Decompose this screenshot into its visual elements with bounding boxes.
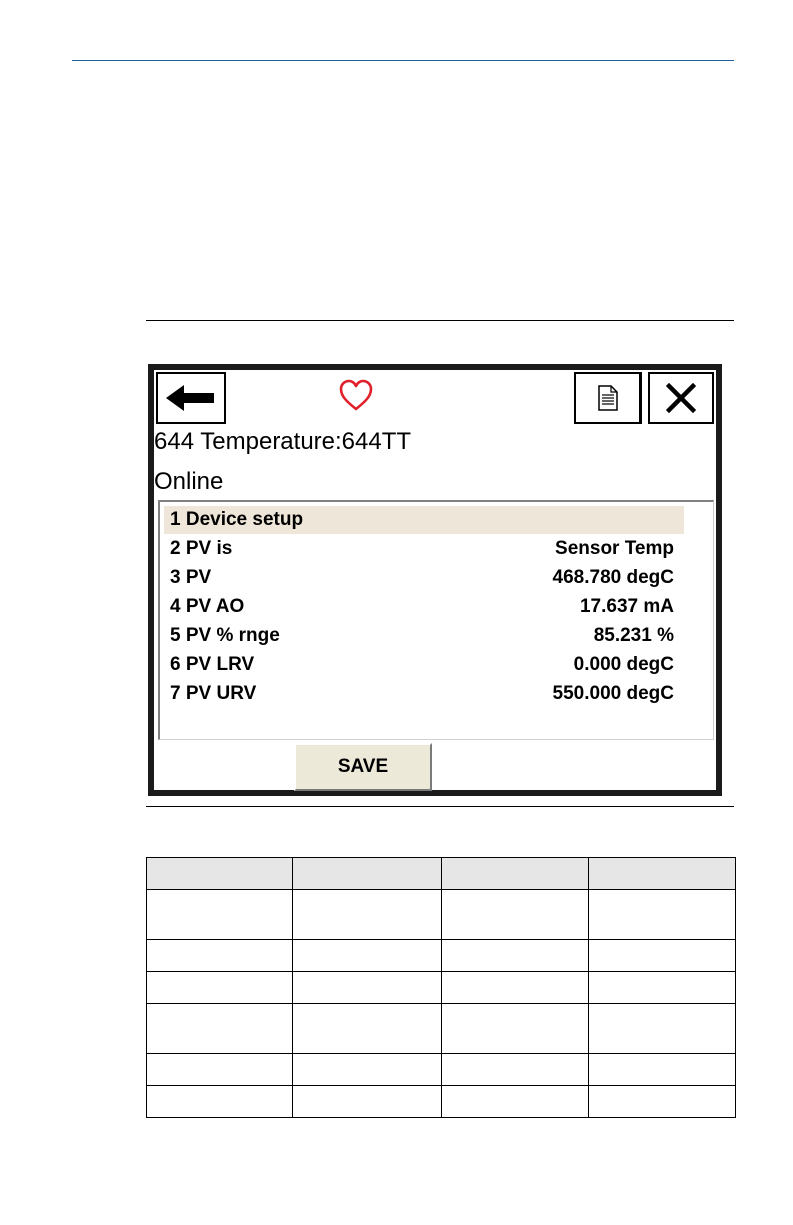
menu-item-device-setup[interactable] (164, 506, 684, 534)
menu-item-pv-urv[interactable] (164, 680, 684, 708)
menu-list (158, 500, 714, 740)
table-header-cell (293, 858, 442, 890)
table-cell (589, 1004, 736, 1054)
table-cell (589, 1086, 736, 1118)
table-row (147, 1086, 736, 1118)
table-cell (293, 1004, 442, 1054)
figure-top-rule (146, 320, 734, 321)
menu-item-pv-lrv[interactable] (164, 651, 684, 679)
menu-item-label: 4 PV AO (170, 596, 245, 617)
table-cell (589, 890, 736, 940)
table-cell (147, 940, 293, 972)
table-cell (589, 940, 736, 972)
table-row (147, 1054, 736, 1086)
table-cell (442, 1004, 589, 1054)
back-button[interactable] (156, 372, 226, 424)
table-cell (147, 1086, 293, 1118)
table-row (147, 940, 736, 972)
device-status: Online (154, 468, 224, 495)
document-icon (598, 385, 618, 411)
menu-item-value: 0.000 degC (573, 654, 674, 675)
menu-item-label: 5 PV % rnge (170, 625, 280, 646)
save-button[interactable]: SAVE (294, 743, 432, 791)
table-cell (442, 890, 589, 940)
device-screen-content (154, 370, 716, 790)
table-cell (589, 1054, 736, 1086)
table-header-row (147, 858, 736, 890)
device-title: 644 Temperature:644TT (154, 428, 412, 455)
table-cell (147, 1054, 293, 1086)
menu-item-pv-is[interactable] (164, 535, 684, 563)
table-cell (589, 972, 736, 1004)
menu-item-label: 7 PV URV (170, 683, 257, 704)
table-cell (442, 1086, 589, 1118)
figure-bottom-rule (146, 806, 734, 807)
table-header-cell (589, 858, 736, 890)
table-cell (442, 940, 589, 972)
table-cell (293, 1054, 442, 1086)
table-row (147, 1004, 736, 1054)
heart-icon (338, 378, 374, 414)
table-cell (293, 890, 442, 940)
device-screen (148, 364, 722, 796)
table-cell (293, 972, 442, 1004)
table-cell (293, 1086, 442, 1118)
menu-item-value: 468.780 degC (552, 567, 674, 588)
menu-item-value: 550.000 degC (552, 683, 674, 704)
header-rule (72, 60, 734, 61)
table-row (147, 890, 736, 940)
menu-item-value: Sensor Temp (555, 538, 674, 559)
menu-item-pv-range[interactable] (164, 622, 684, 650)
menu-item-pv[interactable] (164, 564, 684, 592)
menu-item-value: 17.637 mA (579, 596, 674, 617)
table-cell (293, 940, 442, 972)
table-header-cell (442, 858, 589, 890)
table-cell (147, 1004, 293, 1054)
document-button[interactable] (574, 372, 642, 424)
menu-item-label: 6 PV LRV (170, 654, 255, 675)
menu-item-label: 3 PV (170, 567, 212, 588)
menu-item-value: 85.231 % (593, 625, 674, 646)
menu-item-label: 2 PV is (170, 538, 233, 559)
data-table (146, 857, 736, 1118)
close-button[interactable] (648, 372, 714, 424)
table-cell (147, 972, 293, 1004)
table-cell (442, 972, 589, 1004)
table-row (147, 972, 736, 1004)
table-cell (442, 1054, 589, 1086)
table-cell (147, 890, 293, 940)
close-icon (666, 383, 696, 413)
menu-item-pv-ao[interactable] (164, 593, 684, 621)
menu-item-label: 1 Device setup (170, 509, 304, 530)
arrow-left-icon (166, 385, 216, 411)
table-header-cell (147, 858, 293, 890)
